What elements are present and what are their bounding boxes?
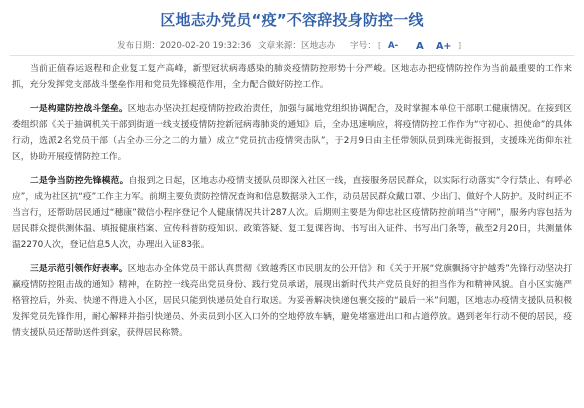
font-size-default-button[interactable]: A — [416, 41, 424, 52]
font-size-label: 字号： — [350, 41, 376, 51]
paragraph-lead: 一是构建防控战斗堡垒。 — [30, 104, 128, 114]
paragraph-1 — [12, 101, 572, 165]
paragraph-lead: 二是争当防控先锋模范。 — [30, 176, 129, 186]
font-size-increase-button[interactable]: A+ — [436, 41, 452, 52]
paragraph-lead: 三是示范引领作好表率。 — [30, 264, 128, 274]
publish-label: 发布日期： — [117, 41, 160, 51]
paragraph-text: 自报到之日起，区地志办疫情支援队员即深入社区一线，直接服务居民群众，以实际行动落实“令行禁止、有呼必应”，成为社区抗“疫”工作主力军。前期主要负责防控情况查询和信息数据录入工作，动员居民群众戴口罩、少出门、做好个人防护。及时纠正不当言行，还帮助居民通过“穗康”微信小程序登记个人健康情况共计287人次。后期则主要是为仰忠社区疫情防控前哨当“守闸”，服务内容包括为居民群众提供测体温、填报健康档案、宣传科普防疫知识、政策答疑、复工复课咨询、书写出入证件、书写出门条等，截至2月20日，共测量体温2270人次，登记信息5人次，办理出入证83张。 — [12, 176, 572, 250]
meta-divider — [10, 55, 574, 56]
font-size-decrease-button[interactable]: A- — [388, 41, 399, 51]
paragraph-3 — [12, 261, 572, 341]
publish-date: 2020-02-20 19:32:36 — [159, 41, 252, 51]
font-size-control: 字号： [ A- A A+ ] — [350, 41, 462, 52]
paragraph-intro — [12, 61, 572, 93]
publish-info — [117, 39, 251, 51]
article-title: 区地志办党员“疫”不容辞投身防控一线 — [160, 11, 424, 29]
source-info — [258, 39, 335, 51]
article-meta — [0, 37, 584, 53]
paragraph-text: 区地志办坚决扛起疫情防控政治责任，加强与属地党组织协调配合，及时掌握本单位干部职工健康情况。在接到区委组织部《关于抽调机关干部到街道一线支援疫情防控新冠病毒肺炎的通知》后，全办迅速响应，将疫情防控工作作为“守初心、担使命”的具体行动，选派2名党员干部（占全办三分之二的力量）成立“党员抗击疫情突击队”，于2月9日由主任带领队员到珠光街报到，支援珠光街仰东社区，协助开展疫情防控工作。 — [12, 104, 572, 162]
source-label: 文章来源： — [258, 41, 301, 51]
paragraph-text: 当前正值春运返程和企业复工复产高峰，新型冠状病毒感染的肺炎疫情防控形势十分严峻。区地志办把疫情防控作为当前最重要的工作来抓，充分发挥党支部战斗堡垒作用和党员先锋模范作用，全力配合做好防控工作。 — [12, 64, 572, 90]
source-name: 区地志办 — [300, 41, 336, 51]
paragraph-2 — [12, 173, 572, 253]
paragraph-text: 区地志办全体党员干部认真贯彻《致越秀区市民朋友的公开信》和《关于开展“党旗飘扬守护越秀”先锋行动坚决打赢疫情防控阻击战的通知》精神，在防控一线亮出党员身份、践行党员承诺，展现出新时代共产党员良好的担当作为和精神风貌。自小区实施严格管控后，外卖、快递不得进入小区，居民只能到快递员处自行取送。为妥善解决快递包裹交接的“最后一米”问题，区地志办疫情支援队员积极发挥党员先锋作用，耐心解释并指引快递员、外卖员到小区入口外的空地停放车辆，避免堵塞进出口和占道停放。遇到老年行动不便的居民，疫情支援队员还帮助送件到家，获得居民称赞。 — [12, 264, 572, 338]
article-body — [12, 61, 572, 341]
